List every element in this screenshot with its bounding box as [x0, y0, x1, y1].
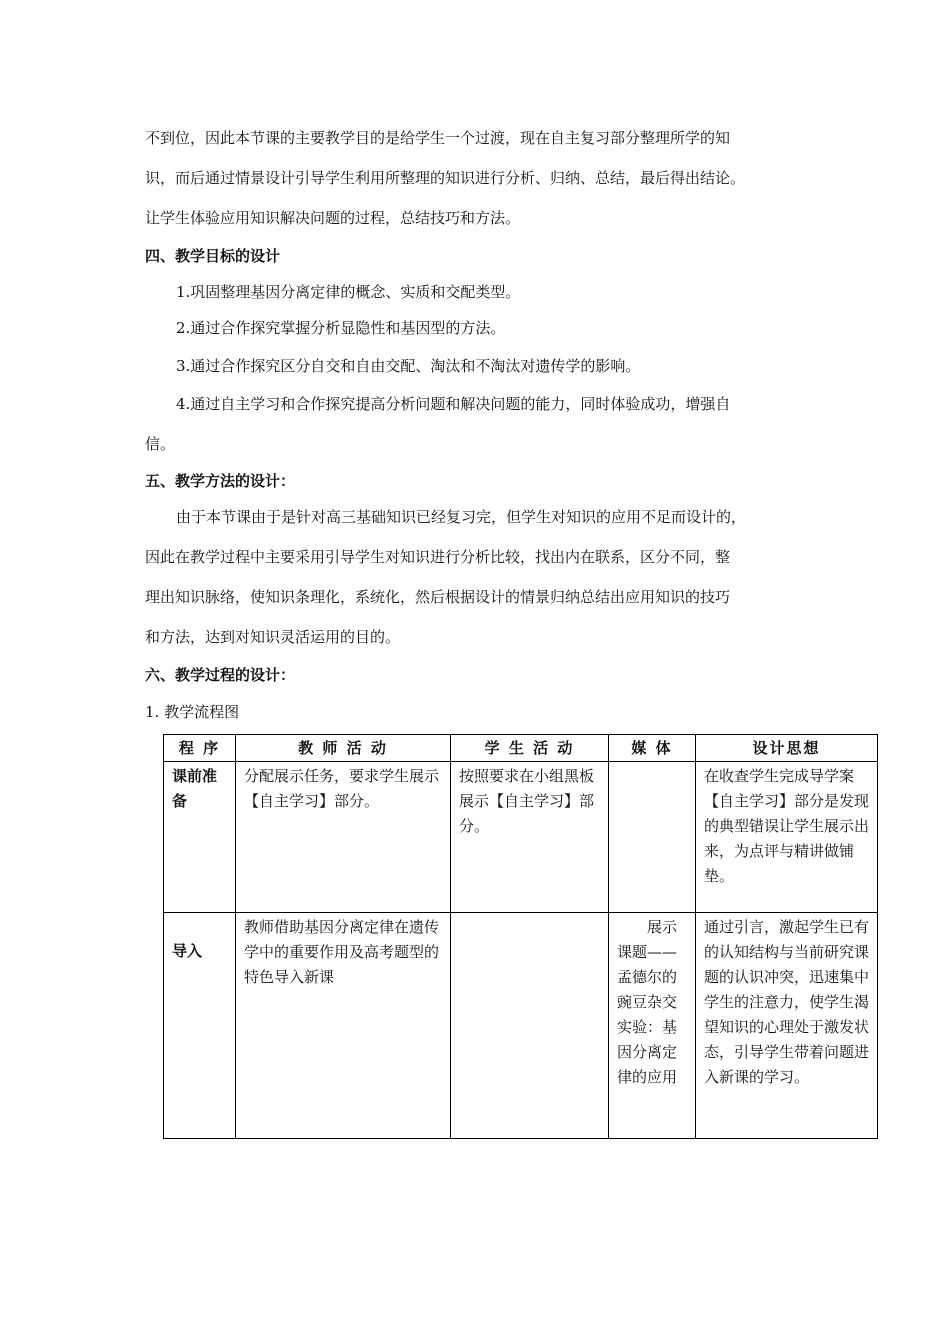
- method-line-3: 理出知识脉络，使知识条理化，系统化，然后根据设计的情景归纳总结出应用知识的技巧: [145, 588, 731, 606]
- intro-line-2: 识，而后通过情景设计引导学生利用所整理的知识进行分析、归纳、总结，最后得出结论。: [145, 169, 746, 187]
- header-teacher-activity: 教 师 活 动: [236, 735, 451, 762]
- intro-line-3: 让学生体验应用知识解决问题的过程，总结技巧和方法。: [145, 209, 521, 227]
- header-design-idea: 设计思想: [696, 735, 878, 762]
- student-activity-text: 按照要求在小组黑板展示【自主学习】部分。: [459, 767, 595, 835]
- design-idea-text: 通过引言，激起学生已有的认知结构与当前研究课题的认识冲突，迅速集中学生的注意力，使学生渴望知识的心理处于激发状态，引导学生带着问题进入新课的学习。: [704, 918, 870, 1086]
- stage-cell: [164, 762, 236, 913]
- design-cell: [696, 762, 878, 913]
- teacher-cell: [236, 762, 451, 913]
- stage-label: 导入: [172, 942, 203, 960]
- media-cell: [609, 762, 696, 913]
- method-line-1: 由于本节课由于是针对高三基础知识已经复习完，但学生对知识的应用不足而设计的，: [176, 508, 747, 526]
- teacher-activity-text: 分配展示任务，要求学生展示【自主学习】部分。: [244, 767, 440, 810]
- header-media: 媒 体: [609, 735, 696, 762]
- teacher-cell: [236, 913, 451, 1139]
- section-5-heading: 五、教学方法的设计：: [145, 472, 296, 490]
- objective-item-4-continuation: 信。: [145, 435, 176, 453]
- objective-item-4: 4.通过自主学习和合作探究提高分析问题和解决问题的能力，同时体验成功，增强自: [176, 395, 731, 413]
- header-procedure: 程 序: [164, 735, 236, 762]
- objective-item-2: 2.通过合作探究掌握分析显隐性和基因型的方法。: [176, 319, 506, 337]
- table-row: [164, 913, 878, 1139]
- media-cell: [609, 913, 696, 1139]
- intro-line-1: 不到位，因此本节课的主要教学目的是给学生一个过渡，现在自主复习部分整理所学的知: [145, 129, 731, 147]
- student-cell: [451, 762, 609, 913]
- header-student-activity: 学 生 活 动: [451, 735, 609, 762]
- section-4-heading: 四、教学目标的设计: [145, 247, 281, 265]
- media-text: 展示课题——孟德尔的豌豆杂交实验：基因分离定律的应用: [617, 918, 678, 1086]
- design-cell: [696, 913, 878, 1139]
- stage-cell: [164, 913, 236, 1139]
- method-line-2: 因此在教学过程中主要采用引导学生对知识进行分析比较，找出内在联系，区分不同，整: [145, 548, 731, 566]
- design-idea-text: 在收查学生完成导学案【自主学习】部分是发现的典型错误让学生展示出来，为点评与精讲做铺垫。: [704, 767, 870, 885]
- method-line-4: 和方法，达到对知识灵活运用的目的。: [145, 628, 401, 646]
- table-row: [164, 762, 878, 913]
- objective-item-3: 3.通过合作探究区分自交和自由交配、淘汰和不淘汰对遗传学的影响。: [176, 357, 641, 375]
- flowchart-subheading: 1. 教学流程图: [145, 703, 240, 721]
- stage-label: 课前准备: [172, 767, 218, 810]
- table-header-row: [164, 735, 878, 762]
- teaching-flow-table: [163, 734, 878, 1139]
- teacher-activity-text: 教师借助基因分离定律在遗传学中的重要作用及高考题型的特色导入新课: [244, 918, 440, 986]
- objective-item-1: 1.巩固整理基因分离定律的概念、实质和交配类型。: [176, 283, 521, 301]
- student-cell: [451, 913, 609, 1139]
- section-6-heading: 六、教学过程的设计：: [145, 666, 296, 684]
